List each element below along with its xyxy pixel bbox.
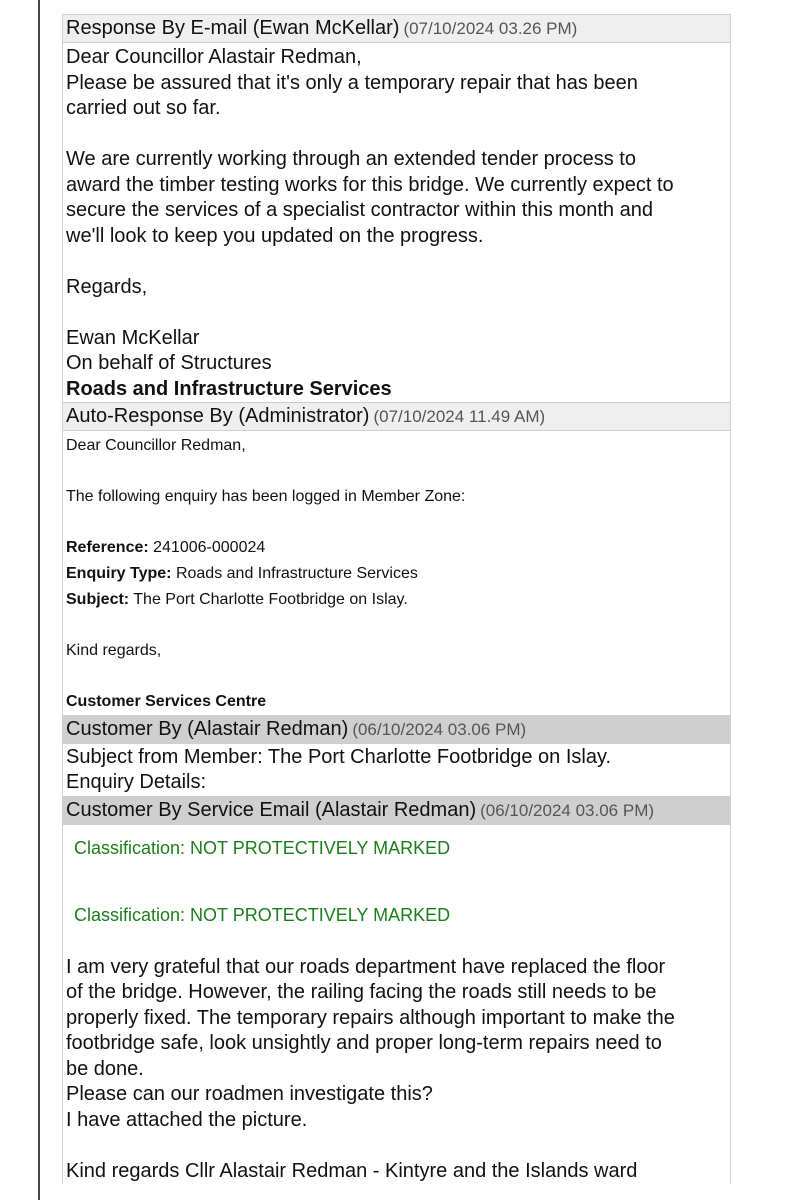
enquiry-type-row (63, 561, 730, 587)
entry-body (63, 43, 730, 402)
subject-line: Subject from Member: The Port Charlotte Footbridge on Islay. (66, 745, 612, 768)
entry-header[interactable] (63, 402, 730, 431)
entry-header[interactable] (63, 796, 730, 825)
entry-header-title: Customer By (Alastair Redman) (66, 717, 349, 740)
enquiry-thread (62, 14, 731, 1184)
message-line: we'll look to keep you updated on the progress. (66, 224, 484, 247)
entry-header-title: Response By E-mail (Ewan McKellar) (66, 17, 400, 39)
message-line: properly fixed. The temporary repairs although important to make the (66, 1006, 675, 1029)
sender-department: Roads and Infrastructure Services (66, 377, 392, 400)
thread-entry-email-response (62, 14, 731, 402)
message-line: footbridge safe, look unsightly and proper long-term repairs need to (66, 1032, 662, 1055)
entry-header-date: (06/10/2024 03.06 PM) (352, 719, 527, 739)
message-line: Please can our roadmen investigate this? (66, 1083, 433, 1106)
intro-text: The following enquiry has been logged in Member Zone: (66, 488, 466, 506)
classification-label: Classification: NOT PROTECTIVELY MARKED (74, 837, 451, 858)
enquiry-type-label: Enquiry Type: (66, 564, 172, 582)
closing-line: Kind regards Cllr Alastair Redman - Kintyre and the Islands ward (66, 1159, 638, 1182)
page-left-rule (38, 0, 40, 1200)
message-line: I have attached the picture. (66, 1108, 308, 1131)
sender-on-behalf: On behalf of Structures (66, 352, 272, 374)
message-line: Please be assured that it's only a temporary repair that has been (66, 71, 638, 94)
enquiry-type-value: Roads and Infrastructure Services (171, 564, 418, 582)
message-line: of the bridge. However, the railing facing the roads still needs to be (66, 981, 657, 1004)
classification-label: Classification: NOT PROTECTIVELY MARKED (74, 904, 451, 925)
message-line: carried out so far. (66, 97, 221, 119)
subject-label: Subject: (66, 590, 130, 608)
greeting: Dear Councillor Alastair Redman, (66, 46, 362, 68)
entry-header-date: (06/10/2024 03.06 PM) (480, 800, 655, 820)
entry-body (63, 431, 730, 715)
entry-header-date: (07/10/2024 03.26 PM) (403, 19, 578, 38)
entry-body (63, 835, 730, 1185)
signoff: Regards, (66, 275, 148, 298)
signoff: Kind regards, (66, 641, 162, 659)
reference-value: 241006-000024 (148, 539, 266, 557)
reference-row (63, 535, 730, 561)
reference-label: Reference: (66, 539, 149, 557)
entry-header[interactable] (63, 14, 730, 43)
sender-centre: Customer Services Centre (66, 692, 267, 710)
thread-entry-service-email (62, 796, 731, 1185)
subject-row (63, 587, 730, 613)
enquiry-details-label: Enquiry Details: (66, 771, 207, 794)
entry-header-title: Auto-Response By (Administrator) (66, 405, 370, 427)
entry-body (63, 744, 730, 796)
sender-name: Ewan McKellar (66, 326, 200, 349)
thread-entry-auto-response (62, 402, 731, 715)
message-line: be done. (66, 1057, 144, 1080)
message-line: secure the services of a specialist contractor within this month and (66, 199, 653, 221)
greeting: Dear Councillor Redman, (66, 437, 246, 454)
message-line: We are currently working through an extended tender process to (66, 148, 636, 170)
message-line: award the timber testing works for this bridge. We currently expect to (66, 173, 674, 196)
message-line: I am very grateful that our roads department have replaced the floor (66, 955, 666, 978)
entry-header-title: Customer By Service Email (Alastair Redman) (66, 798, 477, 821)
entry-header[interactable] (63, 715, 730, 744)
thread-entry-customer (62, 715, 731, 796)
subject-value: The Port Charlotte Footbridge on Islay. (129, 590, 408, 608)
entry-header-date: (07/10/2024 11.49 AM) (373, 407, 546, 426)
